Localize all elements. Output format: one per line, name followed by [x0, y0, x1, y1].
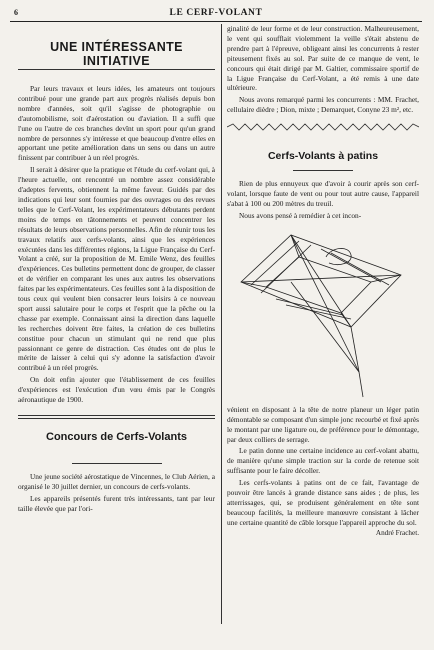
article-paragraph: ginalité de leur forme et de leur construction. Malheureusement, le vent qui soufflait violemment la veille s'était abstenu de prendre part à l'épreuve, obligeant ainsi les concurrents à rester piteusement fixés au sol. Par suite de ce manque de vent, le concours qui était dirigé par M. Galtier, commissaire sportif de la Ligue Française du Cerf-Volant, a été remis à une date ultérieure.: [227, 24, 419, 93]
kite-with-skid-illustration: [231, 227, 411, 399]
section-divider: [18, 415, 215, 419]
article-paragraph: Rien de plus ennuyeux que d'avoir à courir après son cerf-volant, lorsque faute de vent ou pour tout autre cause, l'appareil s'abat à 100 ou 200 mètres du treuil.: [227, 179, 419, 208]
article-paragraph: Nous avons pensé à remédier à cet incon-: [239, 210, 362, 220]
author-signature: André Frachet.: [375, 528, 419, 537]
article-paragraph: Le patin donne une certaine incidence au cerf-volant abattu, de manière qu'une simple traction sur la corde de retenue soit suffisante pour le faire décoller.: [227, 446, 419, 476]
page-number: 6: [14, 8, 18, 17]
article-paragraph: Une jeune société aérostatique de Vincennes, le Club Aérien, a organisé le 30 juillet dernier, un concours de cerfs-volants.: [18, 472, 215, 491]
title-underline: [72, 463, 162, 464]
left-column: [18, 24, 215, 514]
section-title-patins: Cerfs-Volants à patins: [267, 150, 379, 163]
article-paragraph: Nous avons remarqué parmi les concurrents : MM. Frachet, cellulaire dièdre ; Dion, mixte ; Demarquet, Conyne 23 m², etc.: [227, 95, 419, 115]
article-paragraph: Par leurs travaux et leurs idées, les amateurs ont toujours contribué pour une grande part aux progrès réalisés depuis bon nombre d'années, soit qu'il s'agisse de photographie ou d'automobilisme, soit d'aérostation ou d'aviation. Il a suffi que l'une ou l'autre de ces branches devînt un sport pour qu'un grand nombre de personnes s'y intéresse et que beaucoup d'entre elles en apportant une petite amélioration dans un sens ou dans un autre finissent par contribuer à un réel progrès.: [18, 84, 215, 163]
running-title: LE CERF-VOLANT: [169, 8, 263, 18]
article-paragraph: On doit enfin ajouter que l'établissement de ces feuilles d'expériences est l'exécution d'un vœu émis par le Congrès aéronautique de 1900.: [18, 375, 215, 405]
page-header: [10, 8, 422, 20]
section-title-concours: Concours de Cerfs-Volants: [46, 431, 187, 443]
article-paragraph: Il serait à désirer que la pratique et l'étude du cerf-volant qui, à l'heure actuelle, ont rencontré un nombre assez considérable d'adeptes fervents, obtiennent la même faveur. Guidés par des indications qui leur sont fournies par des ouvrages ou des revues telles que le Cerf-Volant, les expérimentateurs débutants perdent moins de temps en tâtonnements et peuvent concentrer les résultats de leurs observations personnelles. Afin de réunir tous les travaux relatifs aux cerfs-volants, ainsi que les expériences exécutées dans les différentes régions, la Ligue Française du Cerf-Volant a créé, sur la proposition de M. Emile Wenz, des feuilles d'expériences. Ces bulletins permettent donc de grouper, de classer et de vérifier en comparant les unes aux autres les observations faites par les expérimentateurs. Ces feuilles sont à la disposition de tous ceux qui veulent bien consacrer leurs loisirs à ce nouveau sport aussi salutaire pour le corps et l'esprit que la pêche ou la chasse par exemple. Connaissant ainsi la direction dans laquelle les recherches doivent être faites, la création de ces bulletins constitue pour chacun un stimulant qui ne rend que plus passionnant ce genre de distraction. Ces études ont de plus le mérite de laisser à celui qui s'y adonne la satisfaction d'avoir contribué à un réel progrès.: [18, 165, 215, 373]
header-rule: [10, 21, 422, 22]
title-underline: [293, 170, 353, 171]
column-divider: [221, 24, 222, 624]
article-paragraph: vénient en disposant à la tête de notre planeur un léger patin démontable se composant d'un simple jonc recourbé et fixé après le montant par une ligature ou, de préférence pour le démontage, par deux colliers de serrage.: [227, 404, 419, 444]
article-paragraph: Les cerfs-volants à patins ont de ce fait, l'avantage de pouvoir être lancés à grande distance sans aides ; de plus, les atterrissages, qui, se produisent généralement en tête sont beaucoup facilités, la meilleure manœuvre consistant à lâcher une certaine quantité de câble lorsque l'appareil approche du sol.: [227, 478, 419, 527]
article-paragraph: Les appareils présentés furent très intéressants, tant par leur taille élevée que par l'ori-: [18, 493, 215, 513]
ornamental-divider: [227, 123, 419, 131]
article-title: UNE INTÉRESSANTE INITIATIVE: [18, 40, 215, 70]
right-column: [227, 24, 419, 537]
